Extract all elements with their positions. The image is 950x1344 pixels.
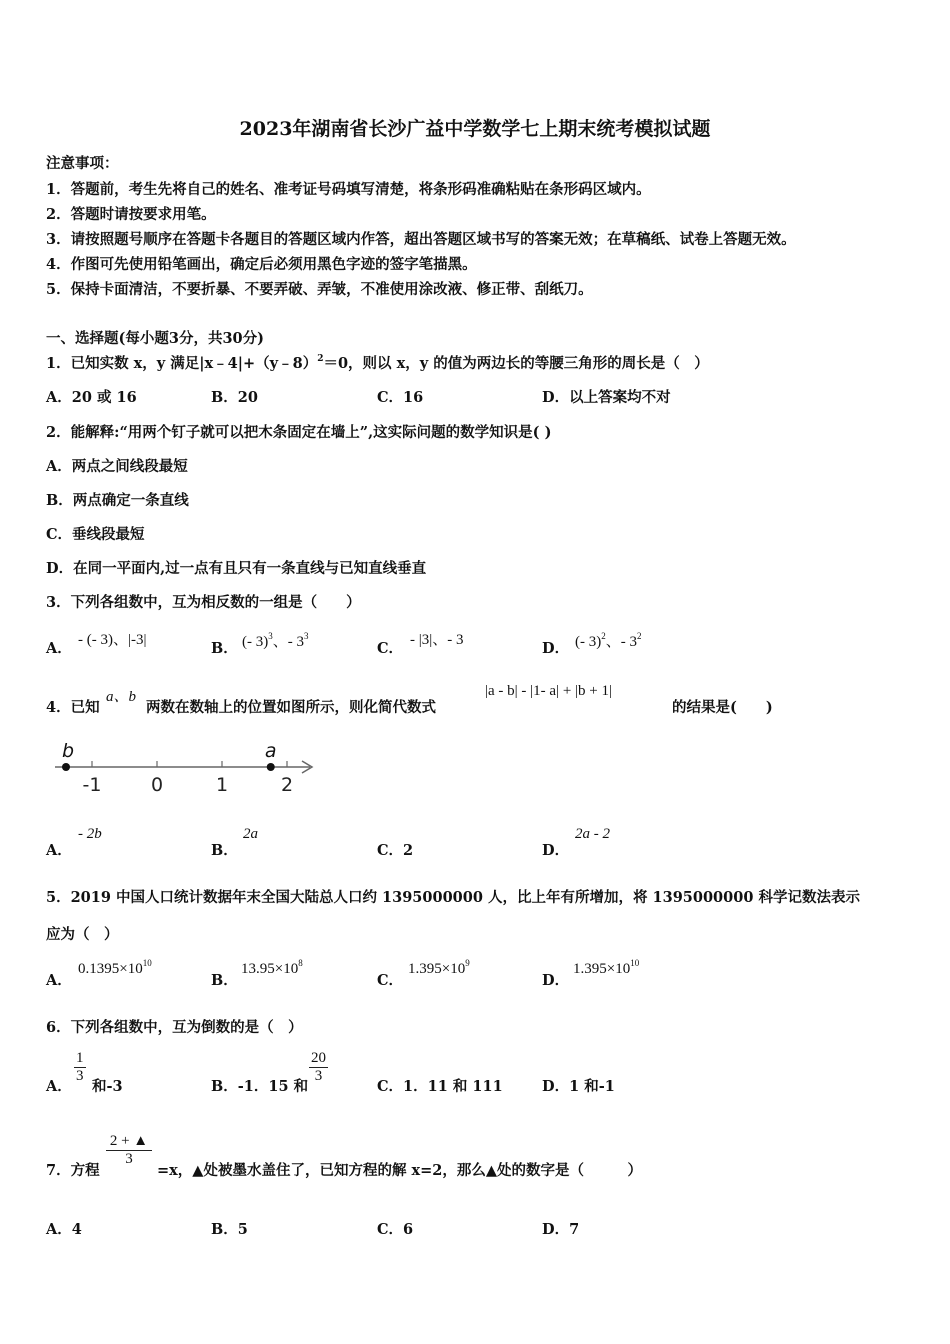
point-a	[267, 763, 275, 771]
q1-option-d: D．以上答案均不对	[542, 389, 671, 406]
q3-d-exp: 2	[601, 631, 606, 641]
q3-option-b-expr	[242, 630, 309, 651]
number-line-tick-label: 2	[280, 774, 294, 796]
q3-d-exp: 2	[637, 631, 642, 641]
question-7-stem-end: =x，▲处被墨水盖住了，已知方程的解 x=2，那么▲处的数字是（ ）	[157, 1162, 643, 1179]
q2-option-d: D．在同一平面内,过一点有且只有一条直线与已知直线垂直	[46, 560, 427, 577]
q5-c-exp: 9	[465, 958, 470, 968]
q3-b-exp: 3	[304, 631, 309, 641]
q5-b-exp: 8	[298, 958, 303, 968]
q3-d-part: 、- 3	[605, 634, 637, 650]
q3-label-a: A．	[46, 640, 72, 657]
q4-option-b-expr: 2a	[243, 826, 258, 842]
fraction-numerator: 1	[76, 1050, 84, 1066]
q7-option-d: D．7	[542, 1221, 580, 1238]
q3-label-c: C．	[377, 640, 404, 657]
number-line-tick-label: 0	[150, 774, 164, 796]
number-line-tick-label: -1	[82, 774, 102, 796]
fraction-denominator: 3	[76, 1067, 84, 1084]
q6-option-c: C．1．11 和 111	[377, 1078, 503, 1095]
section-heading: 一、选择题(每小题3分，共30分)	[46, 330, 264, 347]
q2-option-b: B．两点确定一条直线	[46, 492, 189, 509]
point-a-label: a	[264, 740, 277, 762]
notice-item-4: 4．作图可先使用铅笔画出，确定后必须用黑色字迹的签字笔描黑。	[46, 256, 477, 273]
notice-heading: 注意事项：	[46, 155, 119, 172]
q6-label-a: A．	[46, 1078, 72, 1095]
q4-label-a: A．	[46, 842, 72, 859]
number-line-tick-label: 1	[215, 774, 229, 796]
q3-b-part: (- 3)	[242, 634, 269, 650]
q5-a-base: 0.1395×10	[78, 961, 143, 977]
q5-c-base: 1.395×10	[408, 961, 466, 977]
q6-option-d: D．1 和-1	[542, 1078, 615, 1095]
q2-option-a: A．两点之间线段最短	[46, 458, 188, 475]
q4-vars: a、b	[106, 689, 137, 705]
q4-label-d: D．	[542, 842, 570, 859]
q7-fraction	[106, 1133, 152, 1167]
q6-option-a-fraction	[74, 1050, 86, 1084]
q4-option-d-expr: 2a - 2	[575, 826, 610, 842]
q1-stem-part: ＝0，则以 x，y 的值为两边长的等腰三角形的周长是（ ）	[323, 355, 709, 372]
notice-item-5: 5．保持卡面清洁，不要折暴、不要弄破、弄皱，不准使用涂改液、修正带、刮纸刀。	[46, 281, 593, 298]
q2-option-c: C．垂线段最短	[46, 526, 145, 543]
q5-b-base: 13.95×10	[241, 961, 299, 977]
q5-label-b: B．	[211, 972, 238, 989]
question-4-stem-mid: 两数在数轴上的位置如图所示，则化简代数式	[146, 699, 436, 716]
q5-label-c: C．	[377, 972, 404, 989]
q3-option-c-expr: - |3|、- 3	[410, 632, 464, 648]
q7-option-b: B．5	[211, 1221, 248, 1238]
q3-label-d: D．	[542, 640, 570, 657]
q1-option-a: A．20 或 16	[46, 389, 137, 406]
q3-label-b: B．	[211, 640, 238, 657]
q5-label-d: D．	[542, 972, 570, 989]
q5-option-d-expr	[573, 958, 639, 978]
q6-option-b-fraction	[309, 1050, 328, 1084]
q3-b-part: 、- 3	[272, 634, 304, 650]
point-b-label: b	[61, 740, 75, 762]
q3-d-part: (- 3)	[575, 634, 602, 650]
fraction-numerator: 2 + ▲	[106, 1133, 152, 1151]
q5-d-exp: 10	[630, 958, 640, 968]
q1-option-c: C．16	[377, 389, 424, 406]
question-6-stem: 6．下列各组数中，互为倒数的是（ ）	[46, 1019, 303, 1036]
q4-expression: |a - b| - |1- a| + |b + 1|	[485, 683, 612, 699]
q4-label-b: B．	[211, 842, 238, 859]
point-b	[62, 763, 70, 771]
notice-item-1: 1．答题前，考生先将自己的姓名、准考证号码填写清楚，将条形码准确粘贴在条形码区域内。	[46, 181, 651, 198]
q7-option-c: C．6	[377, 1221, 414, 1238]
notice-item-2: 2．答题时请按要求用笔。	[46, 206, 216, 223]
q3-option-d-expr	[575, 630, 642, 651]
q1-exponent: 2	[317, 354, 324, 364]
q5-a-exp: 10	[142, 958, 152, 968]
question-1-stem	[46, 352, 709, 373]
q3-b-exp: 3	[268, 631, 273, 641]
question-2-stem: 2．能解释:“用两个钉子就可以把木条固定在墙上”,这实际问题的数学知识是( )	[46, 424, 552, 441]
fraction-denominator: 3	[125, 1150, 133, 1167]
page-title: 2023年湖南省长沙广益中学数学七上期末统考模拟试题	[239, 118, 711, 140]
q1-stem-part: 1．已知实数 x，y 满足|x﹣4|+（y﹣8）	[46, 355, 318, 372]
fraction-numerator: 20	[311, 1050, 326, 1066]
q3-option-a-expr: - (- 3)、|-3|	[78, 632, 147, 648]
question-4-stem-start: 4．已知	[46, 699, 100, 716]
q7-option-a: A．4	[46, 1221, 82, 1238]
fraction-denominator: 3	[314, 1067, 323, 1084]
q6-label-b: B．-1．15 和	[211, 1078, 309, 1095]
number-line-figure	[50, 738, 330, 798]
q5-option-c-expr	[408, 958, 470, 978]
q5-label-a: A．	[46, 972, 72, 989]
q5-option-a-expr	[78, 958, 152, 978]
question-5-stem-line2: 应为（ ）	[46, 926, 119, 943]
q5-d-base: 1.395×10	[573, 961, 631, 977]
notice-item-3: 3．请按照题号顺序在答题卡各题目的答题区域内作答，超出答题区域书写的答案无效；在草稿纸、试卷上答题无效。	[46, 231, 796, 248]
q6-option-a-tail: 和-3	[92, 1078, 123, 1095]
question-4-stem-end: 的结果是( )	[672, 699, 773, 716]
q1-option-b: B．20	[211, 389, 258, 406]
q5-option-b-expr	[241, 958, 303, 978]
question-5-stem-line1: 5．2019 中国人口统计数据年末全国大陆总人口约 1395000000 人，比上年有所增加，将 1395000000 科学记数法表示	[46, 889, 860, 906]
q4-option-c: C．2	[377, 842, 414, 859]
question-7-stem-start: 7．方程	[46, 1162, 100, 1179]
q4-option-a-expr: - 2b	[78, 826, 102, 842]
question-3-stem: 3．下列各组数中，互为相反数的一组是（ ）	[46, 594, 361, 611]
